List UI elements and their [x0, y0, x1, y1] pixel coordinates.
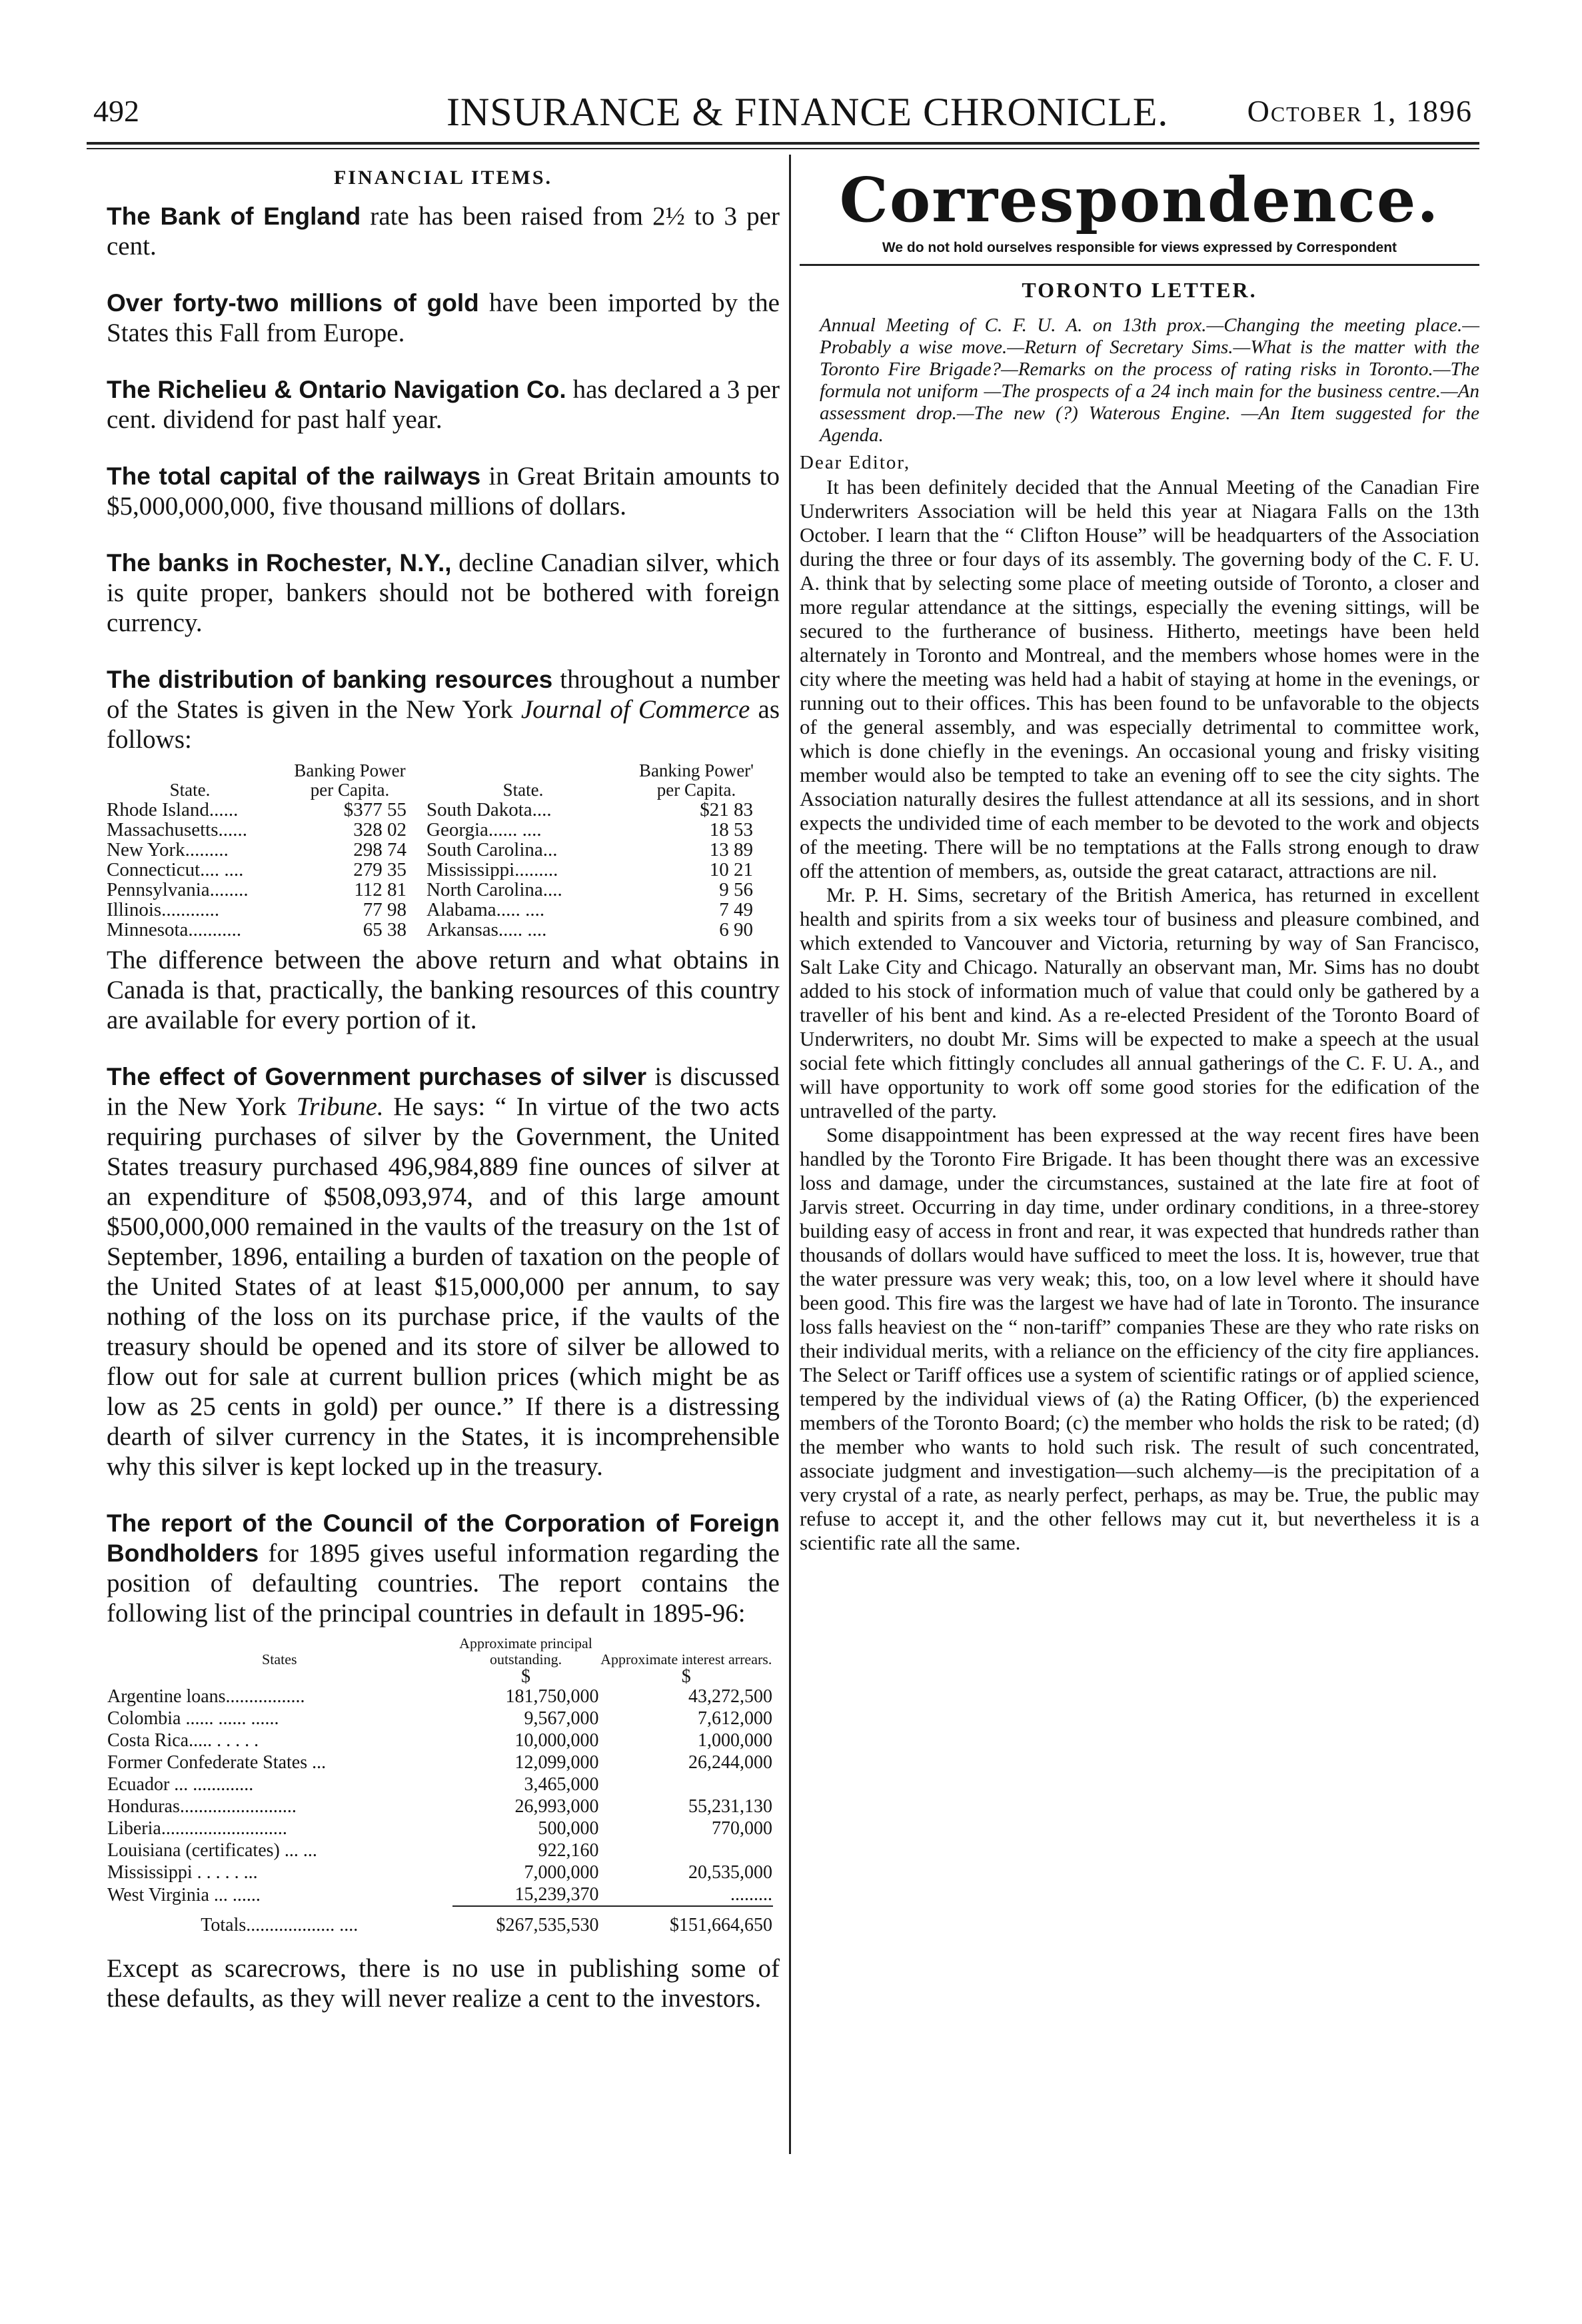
table-row: [107, 1861, 773, 1883]
item-banking-note: The difference between the above return and what obtains in Canada is that, practically, the banking resources of this country are available for every portion of it.: [107, 946, 780, 1034]
disclaimer: We do not hold ourselves responsible for views expressed by Correspondent: [882, 240, 1397, 255]
banking-power-cell: 18 53: [709, 819, 753, 840]
state-cell: Mississippi.........: [426, 859, 558, 880]
table-row: [107, 920, 773, 940]
banking-power-table: Banking Power Banking Power' State. per Capita. State. per Capita. Rhode Island...... $377 55 South Dakota.... $21 83 Massachusetts...... 328 02 Georgia...... .... 18 53 New York......... 298 74 South Carolina... 13 89 Connecticut.... .... 279 35 Mississippi......... 10 21 Pennsylvania........ 112 81 North Carolina.... 9 56 Illinois............ 77 98 Alabama..... .... 7 49 Minnesota........... 65 38 Arkansas..... .... 6 90: [107, 761, 773, 940]
banking-power-cell: 7 49: [719, 899, 753, 920]
item-railway-capital: The total capital of the railways in Great Britain amounts to $5,000,000,000, five thousand millions of dollars.: [107, 462, 780, 521]
toronto-letter-title: TORONTO LETTER.: [1022, 278, 1257, 302]
state-cell: Connecticut.... ....: [107, 859, 244, 880]
header-rule: [87, 142, 1479, 145]
interest-cell: 55,231,130: [688, 1796, 772, 1817]
banking-power-cell: 328 02: [353, 819, 406, 840]
closing-remark: Except as scarecrows, there is no use in publishing some of these defaults, as they will never realize a cent to the investors.: [107, 1954, 780, 2013]
interest-cell: 1,000,000: [698, 1730, 772, 1751]
principal-cell: 181,750,000: [505, 1686, 599, 1707]
right-column: [800, 160, 1479, 1555]
principal-cell: 500,000: [538, 1818, 599, 1839]
table-row: [107, 1839, 773, 1861]
financial-items-heading: FINANCIAL ITEMS.: [333, 167, 553, 189]
state-cell: Colombia ...... ...... ......: [107, 1708, 279, 1729]
state-cell: South Carolina...: [426, 839, 558, 860]
left-column: [107, 160, 780, 2040]
interest-cell: [600, 1839, 773, 1861]
banking-power-cell: 65 38: [363, 919, 406, 940]
interest-cell: 26,244,000: [688, 1752, 772, 1773]
banking-power-cell: 298 74: [353, 839, 406, 860]
table-row: [107, 1773, 773, 1795]
table-row: [107, 860, 773, 880]
issue-date: October 1, 1896: [1247, 94, 1473, 128]
state-cell: Liberia...........................: [107, 1818, 287, 1839]
table-row: [107, 1730, 773, 1751]
banking-power-cell: 279 35: [353, 859, 406, 880]
state-cell: Mississippi . . . . . ...: [107, 1862, 258, 1883]
interest-cell: 7,612,000: [698, 1708, 772, 1729]
item-silver-purchases: The effect of Government purchases of silver is discussed in the New York Tribune. He says: “ In virtue of the two acts requiring purchases of silver by the Government, the United States treasury purchased 496,984,889 fine ounces of silver at an expenditure of $508,093,974, and of this large amount $500,000,000 remained in the vaults of the treasury on the 1st of September, 1896, entailing a burden of taxation on the people of the United States of at least $15,000,000 per annum, to say nothing of the loss on its purchase price, if the vaults of the treasury should be opened and its store of silver be allowed to flow out for sale at current bullion prices (which might be as low as 25 cents in gold) per ounce.” If there is a distressing dearth of silver currency in the States, it is incomprehensible why this silver is kept locked up in the treasury.: [107, 1062, 780, 1481]
publication-title: INSURANCE & FINANCE CHRONICLE.: [446, 90, 1169, 134]
table-row: [107, 800, 773, 820]
interest-cell: [600, 1773, 773, 1795]
column-divider: [789, 155, 791, 2154]
state-cell: Louisiana (certificates) ... ...: [107, 1840, 317, 1861]
banking-power-cell: 13 89: [709, 839, 753, 860]
letter-synopsis: Annual Meeting of C. F. U. A. on 13th prox.—Changing the meeting place.—Probably a wise move.—Return of Secretary Sims.—What is the matter with the Toronto Fire Brigade?—Remarks on the process of rating risks in Toronto.—The formula not uniform —The prospects of a 24 inch main for the business centre.—An assessment drop.—The new (?) Waterous Engine. —An Item suggested for the Agenda.: [820, 315, 1479, 446]
state-cell: Arkansas..... ....: [426, 919, 547, 940]
state-cell: Argentine loans.................: [107, 1686, 305, 1707]
state-cell: Ecuador ... .............: [107, 1774, 254, 1795]
principal-cell: 9,567,000: [524, 1708, 599, 1729]
state-cell: Pennsylvania........: [107, 879, 249, 900]
defaulting-countries-table: States Approximate principal outstanding. Approximate interest arrears. $ $ Argentine loans................. 181,750,000 43,272,500 Colombia ...... ...... ...... 9,567,000 7,612,000 Costa Rica..... . . . . . 10,000,000 1,000,000 Former Confederate States ... 12,099,000 26,244,000 Ecuador ... ............. 3,465,000 Honduras......................... 26,993,000 55,231,130 Liberia........................... 500,000 770,000 Louisiana (certificates) ... ... 922,160 Mississippi . . . . . ... 7,000,000 20,535,000 West Virginia ... ...... 15,239,370 ......... Totals................... .... $267,535,530 $151,664,650: [107, 1635, 772, 1935]
banking-power-cell: $377 55: [343, 799, 406, 820]
table-row: [107, 1708, 773, 1730]
salutation: Dear Editor,: [800, 452, 911, 473]
state-cell: Georgia...... ....: [426, 819, 542, 840]
item-gold-imports: Over forty-two millions of gold have been imported by the States this Fall from Europe.: [107, 289, 780, 347]
table-row: [107, 1751, 773, 1773]
interest-cell: 770,000: [712, 1818, 772, 1839]
state-cell: Rhode Island......: [107, 799, 239, 820]
letter-paragraph: It has been definitely decided that the Annual Meeting of the Canadian Fire Underwriters Association will be held this year at Niagara Falls on the 13th October. I learn that the “ Clifton House” will be headquarters of the Association during the three or four days of its assembly. The governing body of the C. F. U. A. think that by selecting some place of meeting outside of Toronto, a closer and more regular attendance at the sittings, especially the evening sittings, will be secured to the furtherance of business. Hitherto, meetings have been held alternately in Toronto and Montreal, and the members whose homes were in the city where the meeting was held had a habit of staying at home in the evenings, or running out to their offices. This has been found to be unfavorable to the objects of the general assembly, and was especially detrimental to committee work, which is done chiefly in the evenings. An occasional young and frisky visiting member would also be tempted to take an evening off to see the city sights. The Association naturally desires the fullest attendance at all its sessions, and in short expects the undivided time of each member to be devoted to the work and objects of the meeting. There will be no temptations at the Falls strong enough to draw off the attention of members, as, outside the great cataract, attractions are nil.: [800, 475, 1479, 882]
interest-cell: 20,535,000: [688, 1862, 772, 1883]
banking-power-cell: 6 90: [719, 919, 753, 940]
principal-cell: 7,000,000: [524, 1862, 599, 1883]
state-cell: South Dakota....: [426, 799, 552, 820]
principal-cell: 12,099,000: [514, 1752, 599, 1773]
state-cell: Massachusetts......: [107, 819, 248, 840]
page-number: 492: [93, 94, 139, 128]
principal-cell: 15,239,370: [514, 1884, 599, 1905]
correspondence-heading: Correspondence.: [839, 164, 1440, 236]
item-rochester-banks: The banks in Rochester, N.Y., decline Canadian silver, which is quite proper, bankers should not be bothered with foreign currency.: [107, 549, 780, 637]
item-bank-of-england: The Bank of England rate has been raised from 2½ to 3 per cent.: [107, 202, 780, 261]
state-cell: Alabama..... ....: [426, 899, 545, 920]
state-cell: New York.........: [107, 839, 229, 860]
table-row: [107, 880, 773, 900]
table-row: [107, 1686, 773, 1708]
letter-paragraph: Mr. P. H. Sims, secretary of the British America, has returned in excellent health and spirits from a six weeks tour of business and pleasure combined, and which extended to Vancouver and Victoria, returning by way of San Francisco, Salt Lake City and Chicago. Naturally an observant man, Mr. Sims has no doubt added to his stock of information much of value that could only be gathered by a traveller of his bent and kind. As a re-elected President of the Toronto Board of Underwriters, no doubt Mr. Sims will be expected to make a speech at the usual social fete which fittingly concludes all annual gatherings of the C. F. U. A., and will have opportunity to work off some good stories for the edification of the untravelled of the party.: [800, 883, 1479, 1122]
item-foreign-bondholders: The report of the Council of the Corporation of Foreign Bondholders for 1895 gives useful information regarding the position of defaulting countries. The report contains the following list of the principal countries in default in 1895-96:: [107, 1510, 780, 1628]
state-cell: Former Confederate States ...: [107, 1752, 327, 1773]
principal-cell: 10,000,000: [514, 1730, 599, 1751]
item-banking-resources: The distribution of banking resources throughout a number of the States is given in the New York Journal of Commerce as follows:: [107, 665, 780, 754]
state-cell: North Carolina....: [426, 879, 562, 900]
state-cell: Costa Rica..... . . . . .: [107, 1730, 259, 1751]
banking-power-cell: 9 56: [719, 879, 753, 900]
section-rule: [800, 264, 1479, 266]
state-cell: Illinois............: [107, 899, 220, 920]
table-row: [107, 1817, 773, 1839]
state-cell: Minnesota...........: [107, 919, 242, 940]
letter-paragraph: Some disappointment has been expressed at the way recent fires have been handled by the Toronto Fire Brigade. It has been thought there was an excessive loss and damage, under the circumstances, sustained at the late fire at foot of Jarvis street. Occurring in day time, under ordinary conditions, in a three-storey building easy of access in front and rear, it was expected that hundreds rather than thousands of dollars would have sufficed to meet the loss. It is, however, true that the water pressure was very weak; this, too, on a low level where it should have been good. This fire was the largest we have had of late in Toronto. The insurance loss falls heaviest on the “ non-tariff” companies These are they who rate risks on their individual merits, with a reliance on the efficiency of the city fire appliances. The Select or Tariff offices use a system of scientific ratings or of applied science, tempered by the individual views of (a) the Rating Officer, (b) the experienced members of the Toronto Board; (c) the member who holds the risk to be rated; (d) the member who wants to hold such risk. The result of such concentrated, associate judgment and investigation—such alchemy—is the precipitation of a very crystal of a rate, as nearly perfect, perhaps, as may be. True, the public may refuse to accept it, and the other fellows may cut it, but nevertheless it is a scientific rate all the same.: [800, 1123, 1479, 1554]
table-row: [107, 820, 773, 840]
banking-power-cell: 10 21: [709, 859, 753, 880]
table-row: [107, 1795, 773, 1817]
banking-power-cell: 112 81: [354, 879, 406, 900]
table-row: [107, 900, 773, 920]
state-cell: Honduras.........................: [107, 1796, 297, 1817]
principal-cell: 3,465,000: [524, 1774, 599, 1795]
interest-cell: 43,272,500: [688, 1686, 772, 1707]
table-row: [107, 1883, 773, 1906]
table-row: [107, 840, 773, 860]
header-rule-thin: [87, 148, 1479, 149]
totals-row: Totals................... .... $267,535,530 $151,664,650: [107, 1906, 773, 1936]
principal-cell: 922,160: [538, 1840, 599, 1861]
state-cell: West Virginia ... ......: [107, 1884, 261, 1905]
principal-cell: 26,993,000: [514, 1796, 599, 1817]
banking-power-cell: $21 83: [700, 799, 753, 820]
page-header: [87, 90, 1473, 147]
item-richelieu-ontario: The Richelieu & Ontario Navigation Co. has declared a 3 per cent. dividend for past half year.: [107, 375, 780, 434]
banking-power-cell: 77 98: [363, 899, 406, 920]
interest-cell: .........: [730, 1884, 772, 1905]
